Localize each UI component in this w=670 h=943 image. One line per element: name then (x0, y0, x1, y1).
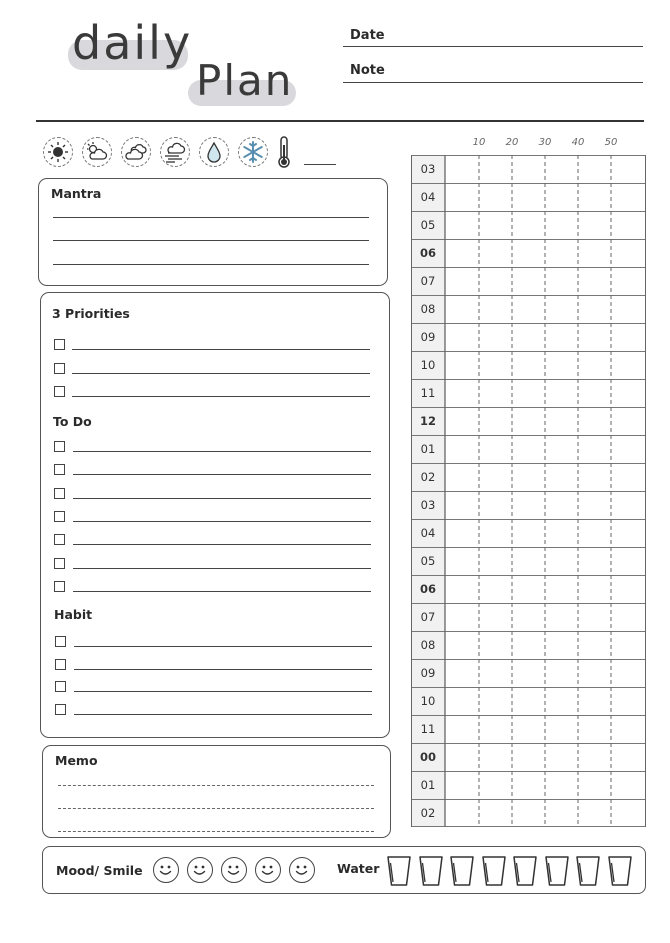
schedule-grid (411, 155, 646, 827)
hour-label: 11 (420, 386, 436, 400)
hour-label: 01 (420, 442, 436, 456)
hour-label: 02 (420, 470, 436, 484)
memo-line[interactable] (58, 785, 374, 786)
header-divider (36, 120, 644, 122)
windy-rain-icon[interactable] (160, 137, 190, 167)
raindrop-icon[interactable] (199, 137, 229, 167)
todo-line[interactable] (73, 544, 371, 545)
hour-label: 03 (420, 498, 436, 512)
habit-checkbox[interactable] (55, 636, 66, 647)
water-glass-icon[interactable] (386, 855, 412, 887)
hour-label: 05 (420, 554, 436, 568)
hour-label: 03 (420, 162, 436, 176)
water-glass-icon[interactable] (607, 855, 633, 887)
note-label: Note (350, 63, 385, 78)
smiley-face-icon[interactable] (221, 857, 247, 883)
hour-label: 04 (420, 190, 436, 204)
hour-label: 08 (420, 302, 436, 316)
hour-label: 05 (420, 218, 436, 232)
habit-label: Habit (54, 607, 93, 622)
minute-scale-label: 10 (472, 137, 486, 148)
date-label: Date (350, 28, 385, 43)
todo-checkbox[interactable] (54, 511, 65, 522)
water-glass-icon[interactable] (575, 855, 601, 887)
note-line[interactable] (343, 82, 643, 83)
hour-label: 09 (420, 666, 436, 680)
mood-label: Mood/ Smile (56, 863, 143, 878)
todo-line[interactable] (73, 521, 371, 522)
priorities-label: 3 Priorities (52, 306, 130, 321)
smiley-face-icon[interactable] (289, 857, 315, 883)
minute-scale-label: 50 (604, 137, 618, 148)
hour-label: 02 (420, 806, 436, 820)
todo-label: To Do (53, 414, 92, 429)
water-glass-icon[interactable] (544, 855, 570, 887)
todo-checkbox[interactable] (54, 558, 65, 569)
todo-line[interactable] (73, 568, 371, 569)
partly-cloudy-icon[interactable] (82, 137, 112, 167)
habit-line[interactable] (74, 669, 372, 670)
hour-label: 01 (420, 778, 436, 792)
habit-checkbox[interactable] (55, 704, 66, 715)
priority-checkbox[interactable] (54, 363, 65, 374)
habit-line[interactable] (74, 691, 372, 692)
todo-checkbox[interactable] (54, 534, 65, 545)
todo-line[interactable] (73, 591, 371, 592)
priority-checkbox[interactable] (54, 339, 65, 350)
mantra-line[interactable] (53, 217, 369, 218)
water-label: Water (337, 861, 380, 876)
habit-line[interactable] (74, 714, 372, 715)
hour-label: 06 (419, 246, 436, 260)
smiley-face-icon[interactable] (187, 857, 213, 883)
water-glass-icon[interactable] (449, 855, 475, 887)
todo-line[interactable] (73, 474, 371, 475)
todo-checkbox[interactable] (54, 581, 65, 592)
minute-scale-label: 30 (538, 137, 552, 148)
hour-label: 06 (419, 582, 436, 596)
hour-label: 08 (420, 638, 436, 652)
hour-label: 07 (420, 274, 436, 288)
hour-label: 09 (420, 330, 436, 344)
hour-label: 04 (420, 526, 436, 540)
priority-checkbox[interactable] (54, 386, 65, 397)
memo-line[interactable] (58, 831, 374, 832)
memo-line[interactable] (58, 808, 374, 809)
mantra-label: Mantra (51, 186, 102, 201)
habit-line[interactable] (74, 646, 372, 647)
mantra-line[interactable] (53, 240, 369, 241)
todo-checkbox[interactable] (54, 464, 65, 475)
minute-scale-label: 40 (571, 137, 585, 148)
hour-label: 10 (420, 358, 436, 372)
priority-line[interactable] (72, 373, 370, 374)
todo-line[interactable] (73, 451, 371, 452)
priority-line[interactable] (72, 396, 370, 397)
title-plan: Plan (196, 56, 294, 105)
hour-label: 11 (420, 722, 436, 736)
snowflake-icon[interactable] (238, 137, 268, 167)
temperature-line[interactable] (304, 164, 336, 165)
memo-label: Memo (55, 753, 98, 768)
tasks-section (40, 292, 390, 738)
todo-line[interactable] (73, 498, 371, 499)
todo-checkbox[interactable] (54, 488, 65, 499)
habit-checkbox[interactable] (55, 681, 66, 692)
minute-scale-label: 20 (505, 137, 519, 148)
hour-label: 07 (420, 610, 436, 624)
water-glass-icon[interactable] (481, 855, 507, 887)
smiley-face-icon[interactable] (255, 857, 281, 883)
habit-checkbox[interactable] (55, 659, 66, 670)
smiley-face-icon[interactable] (153, 857, 179, 883)
water-glass-icon[interactable] (418, 855, 444, 887)
sun-icon[interactable] (43, 137, 73, 167)
date-line[interactable] (343, 46, 643, 47)
hour-label: 12 (419, 414, 436, 428)
priority-line[interactable] (72, 349, 370, 350)
todo-checkbox[interactable] (54, 441, 65, 452)
mantra-line[interactable] (53, 264, 369, 265)
hour-label: 10 (420, 694, 436, 708)
water-glass-icon[interactable] (512, 855, 538, 887)
hour-label: 00 (419, 750, 436, 764)
thermometer-icon[interactable] (277, 135, 291, 169)
title-daily: daily (72, 16, 193, 70)
cloudy-icon[interactable] (121, 137, 151, 167)
